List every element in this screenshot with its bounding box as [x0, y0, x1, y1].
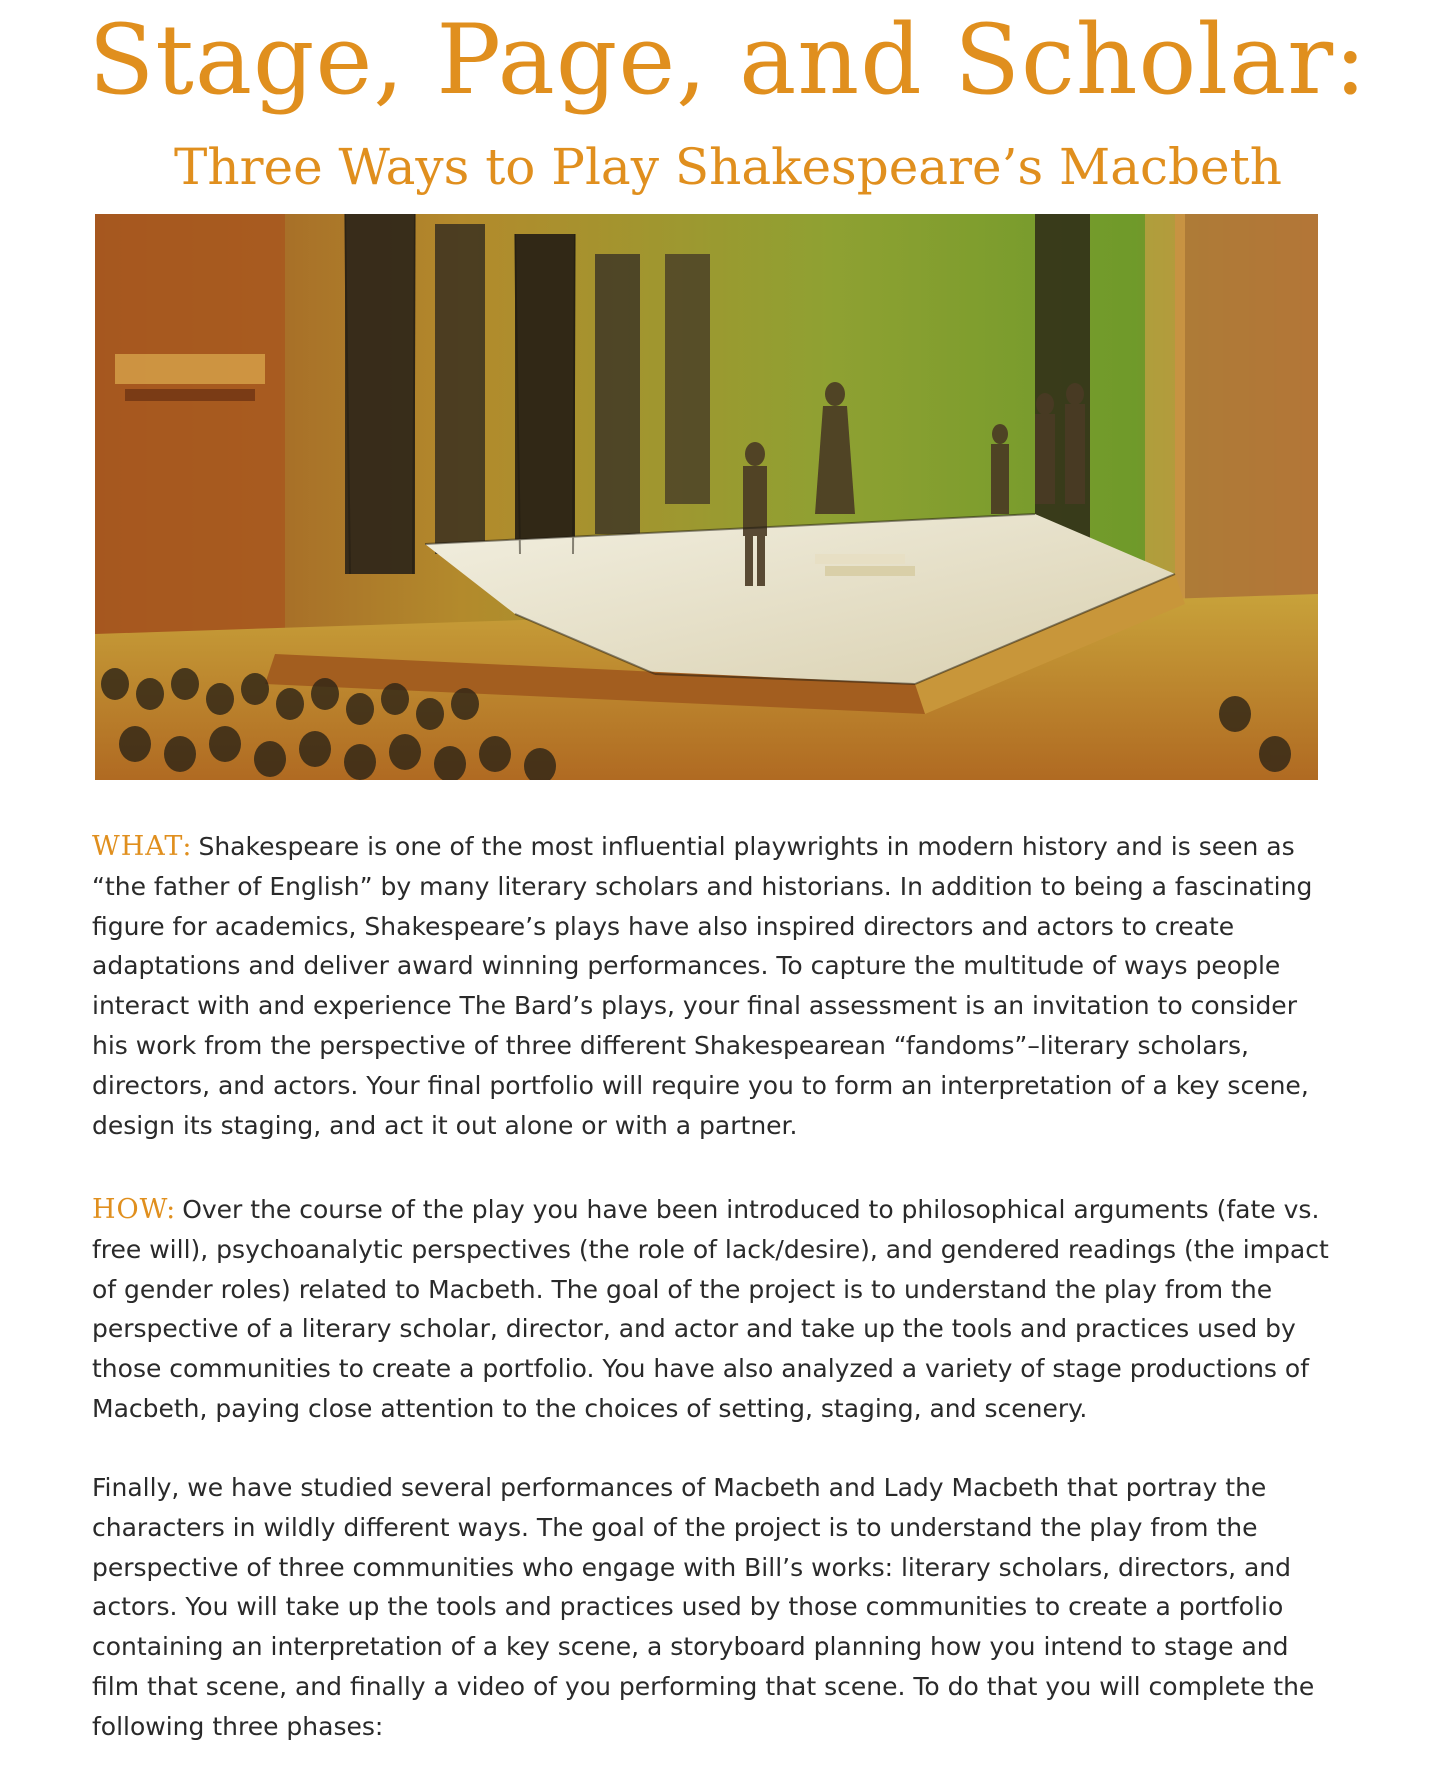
stage-illustration	[95, 214, 1318, 780]
what-text: Shakespeare is one of the most influential playwrights in modern history and is seen as “the father of English” by many literary scholars and historians. In addition to being a fascinating figure for academics, Shakespeare’s plays have also inspired directors and actors to create adaptations and deliver award winning performances. To capture the multitude of ways people interact with and experience The Bard’s plays, your final assessment is an invitation to consider his work from the perspective of three different Shakespearean “fandoms”–literary scholars, directors, and actors. Your final portfolio will require you to form an interpretation of a key scene, design its staging, and act it out alone or with a partner.	[92, 832, 1313, 1140]
what-paragraph	[92, 827, 1332, 1145]
finally-text: Finally, we have studied several performances of Macbeth and Lady Macbeth that portray the characters in wildly different ways. The goal of the project is to understand the play from the perspective of three communities who engage with Bill’s works: literary scholars, directors, and actors. You will take up the tools and practices used by those communities to create a portfolio containing an interpretation of a key scene, a storyboard planning how you intend to stage and film that scene, and finally a video of you performing that scene. To do that you will complete the following three phases:	[92, 1473, 1315, 1741]
page-subtitle: Three Ways to Play Shakespeare’s Macbeth	[174, 138, 1282, 196]
what-label: WHAT:	[92, 831, 193, 862]
how-paragraph	[92, 1190, 1332, 1429]
page-title: Stage, Page, and Scholar:	[88, 4, 1368, 116]
theater-stage-painting-icon	[95, 214, 1318, 780]
how-label: HOW:	[92, 1194, 177, 1225]
finally-paragraph	[92, 1468, 1332, 1747]
how-text: Over the course of the play you have been introduced to philosophical arguments (fate vs. free will), psychoanalytic perspectives (the role of lack/desire), and gendered readings (the impact of gender roles) related to Macbeth. The goal of the project is to understand the play from the perspective of a literary scholar, director, and actor and take up the tools and practices used by those communities to create a portfolio. You have also analyzed a variety of stage productions of Macbeth, paying close attention to the choices of setting, staging, and scenery.	[92, 1195, 1329, 1423]
